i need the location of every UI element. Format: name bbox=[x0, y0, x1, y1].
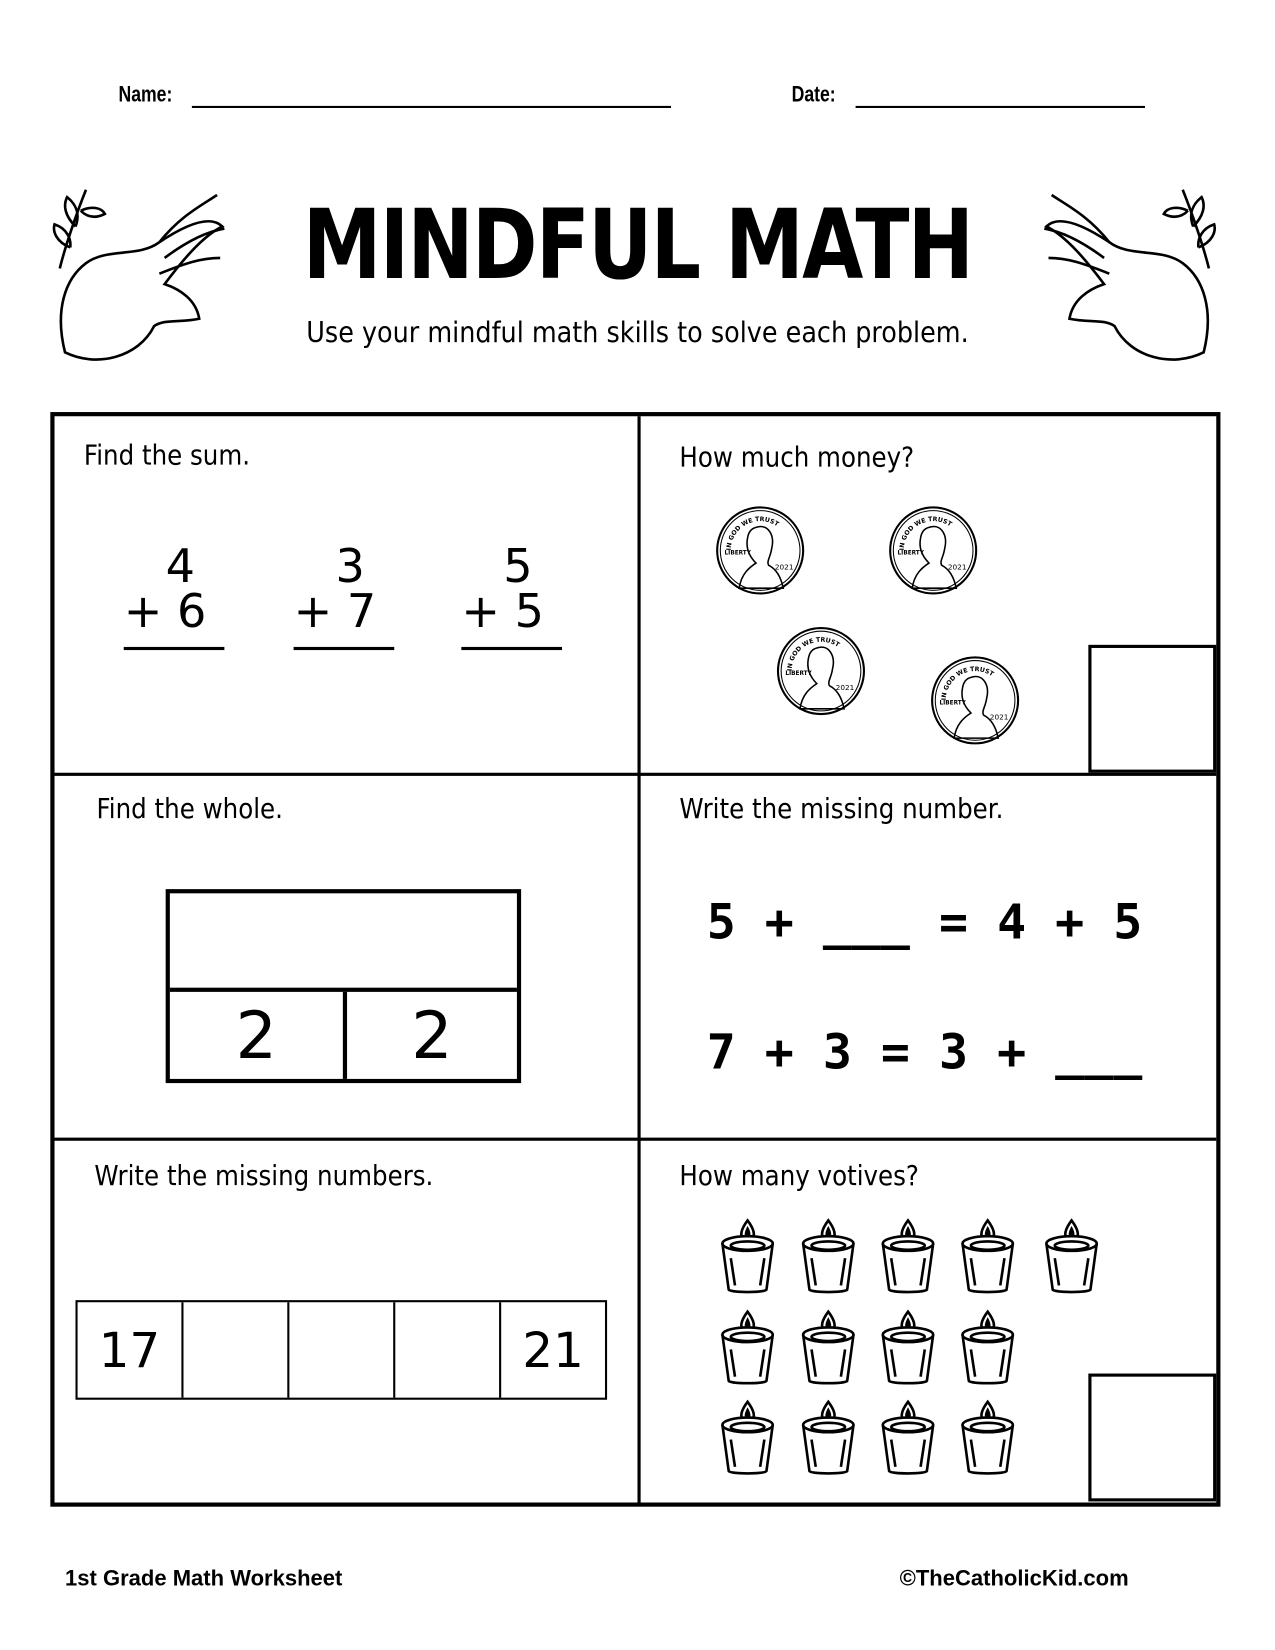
date-label: Date: bbox=[791, 82, 836, 107]
sum-problem-2 bbox=[294, 540, 395, 650]
svg-text:LIBERTY: LIBERTY bbox=[785, 671, 812, 678]
addend-top: 5 bbox=[503, 539, 533, 594]
sequence-cell[interactable] bbox=[289, 1302, 395, 1397]
votive-candle-icon bbox=[879, 1398, 938, 1478]
row-divider bbox=[55, 1138, 1217, 1141]
money-answer-box[interactable] bbox=[1088, 645, 1216, 773]
votive-candle-icon bbox=[718, 1398, 777, 1478]
votive-candle-icon bbox=[799, 1398, 858, 1478]
svg-text:IN GOD WE TRUST: IN GOD WE TRUST bbox=[725, 516, 780, 551]
addend-top: 3 bbox=[335, 539, 365, 594]
footer-site: ©TheCatholicKid.com bbox=[899, 1566, 1129, 1591]
votives-prompt: How many votives? bbox=[679, 1160, 919, 1193]
svg-text:IN GOD WE TRUST: IN GOD WE TRUST bbox=[898, 516, 953, 551]
name-field[interactable] bbox=[192, 106, 671, 108]
svg-text:LIBERTY: LIBERTY bbox=[724, 550, 751, 557]
addend-bottom: + 7 bbox=[293, 585, 377, 639]
sequence-cell[interactable] bbox=[183, 1302, 289, 1397]
instructions: Use your mindful math skills to solve each problem. bbox=[306, 316, 969, 350]
svg-text:2021: 2021 bbox=[989, 712, 1009, 722]
svg-text:2021: 2021 bbox=[947, 562, 967, 572]
date-field[interactable] bbox=[856, 106, 1145, 108]
votive-candle-icon bbox=[799, 1216, 858, 1296]
votive-candle-icon bbox=[718, 1216, 777, 1296]
part-box: 2 bbox=[411, 997, 453, 1074]
svg-text:LIBERTY: LIBERTY bbox=[939, 700, 966, 707]
penny-icon bbox=[929, 654, 1021, 746]
sum-problem-1 bbox=[124, 540, 225, 650]
svg-text:IN GOD WE TRUST: IN GOD WE TRUST bbox=[786, 636, 841, 672]
part-box: 2 bbox=[170, 992, 347, 1079]
svg-text:LIBERTY: LIBERTY bbox=[897, 550, 924, 557]
whole-box[interactable] bbox=[170, 893, 517, 992]
votives-answer-box[interactable] bbox=[1088, 1374, 1216, 1502]
number-sequence bbox=[75, 1300, 607, 1400]
addend-bottom: + 5 bbox=[461, 585, 545, 639]
column-divider bbox=[637, 416, 640, 1502]
penny-icon bbox=[714, 504, 806, 596]
footer-grade: 1st Grade Math Worksheet bbox=[65, 1566, 343, 1591]
money-prompt: How much money? bbox=[679, 442, 915, 474]
row-divider bbox=[55, 773, 1217, 776]
votive-candle-icon bbox=[879, 1307, 938, 1387]
page-title: MINDFUL MATH bbox=[302, 188, 973, 301]
whole-prompt: Find the whole. bbox=[96, 793, 283, 826]
missing-number-prompt: Write the missing number. bbox=[679, 793, 1004, 826]
sum-problem-3 bbox=[461, 540, 562, 650]
votive-candle-icon bbox=[958, 1398, 1017, 1478]
answer-line[interactable] bbox=[294, 639, 395, 651]
sequence-prompt: Write the missing numbers. bbox=[94, 1160, 434, 1193]
votive-candle-icon bbox=[799, 1307, 858, 1387]
votive-candle-icon bbox=[879, 1216, 938, 1296]
answer-line[interactable] bbox=[124, 639, 225, 651]
sequence-cell[interactable] bbox=[395, 1302, 501, 1397]
sequence-cell: 17 bbox=[78, 1302, 184, 1397]
penny-icon bbox=[775, 625, 867, 717]
part-whole-model bbox=[166, 889, 521, 1083]
penny-icon bbox=[887, 504, 979, 596]
votive-candle-icon bbox=[958, 1216, 1017, 1296]
svg-text:2021: 2021 bbox=[774, 562, 794, 572]
votive-candle-icon bbox=[1042, 1216, 1101, 1296]
addend-top: 4 bbox=[165, 539, 196, 594]
sum-prompt: Find the sum. bbox=[83, 440, 251, 472]
svg-text:2021: 2021 bbox=[835, 682, 855, 692]
votive-candle-icon bbox=[718, 1307, 777, 1387]
addend-bottom: + 6 bbox=[123, 585, 207, 639]
answer-line[interactable] bbox=[461, 639, 562, 651]
name-label: Name: bbox=[118, 82, 173, 107]
svg-text:IN GOD WE TRUST: IN GOD WE TRUST bbox=[940, 665, 995, 701]
equation-2: 7 + 3 = 3 + ___ bbox=[706, 1023, 1143, 1080]
equation-1: 5 + ___ = 4 + 5 bbox=[706, 893, 1143, 950]
sequence-cell: 21 bbox=[522, 1321, 584, 1379]
votive-candle-icon bbox=[958, 1307, 1017, 1387]
